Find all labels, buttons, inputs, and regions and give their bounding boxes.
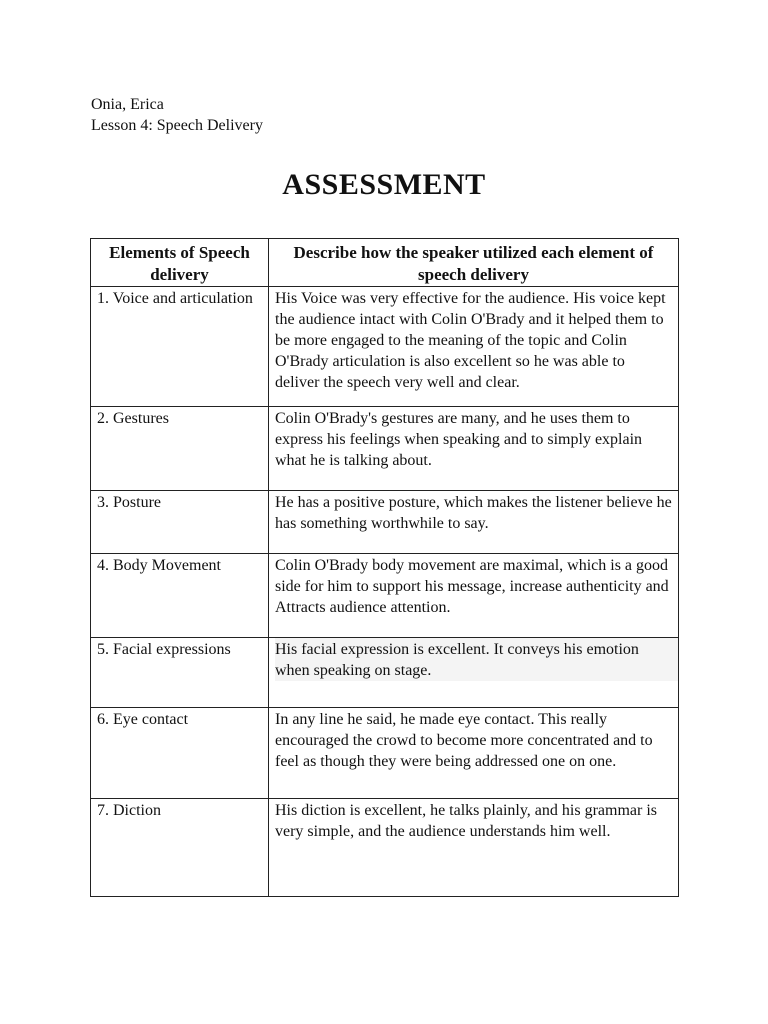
- element-cell: [91, 287, 269, 407]
- table-row: [91, 554, 679, 638]
- page-title: ASSESSMENT: [282, 168, 486, 201]
- table-header-row: [91, 239, 679, 287]
- table-row: [91, 799, 679, 897]
- element-description: He has a positive posture, which makes the listener believe he has something worthwhile to say.: [275, 494, 672, 532]
- description-cell: [269, 638, 679, 708]
- description-cell: [269, 407, 679, 491]
- element-label: 5. Facial expressions: [97, 641, 231, 658]
- element-cell: [91, 491, 269, 554]
- student-name: Onia, Erica: [91, 96, 164, 113]
- table-row: [91, 407, 679, 491]
- column-header-elements: Elements of Speech delivery: [91, 239, 269, 287]
- element-label: 6. Eye contact: [97, 711, 189, 728]
- element-cell: [91, 638, 269, 708]
- element-description: His Voice was very effective for the audience. His voice kept the audience intact with Colin O'Brady and it helped them to be more engaged to the meaning of the topic and Colin O'Brady articulation is also excellent so he was able to deliver the speech very well and clear.: [275, 290, 666, 391]
- element-description: Colin O'Brady's gestures are many, and he uses them to express his feelings when speaking and to simply explain what he is talking about.: [275, 410, 643, 469]
- element-label: 7. Diction: [97, 802, 161, 819]
- element-label: 3. Posture: [97, 494, 161, 511]
- element-cell: [91, 799, 269, 897]
- element-label: 4. Body Movement: [97, 557, 221, 574]
- element-label: 1. Voice and articulation: [97, 290, 253, 307]
- description-cell: [269, 491, 679, 554]
- table-row: [91, 708, 679, 799]
- assessment-table: [90, 238, 679, 897]
- column-header-description: Describe how the speaker utilized each element of speech delivery: [269, 239, 679, 287]
- description-cell: [269, 554, 679, 638]
- element-cell: [91, 708, 269, 799]
- element-cell: [91, 407, 269, 491]
- document-header: [91, 94, 263, 136]
- description-cell: [269, 708, 679, 799]
- table-row: [91, 491, 679, 554]
- description-cell: [269, 799, 679, 897]
- element-description: His facial expression is excellent. It conveys his emotion when speaking on stage.: [275, 638, 678, 681]
- table-row: [91, 287, 679, 407]
- element-label: 2. Gestures: [97, 410, 169, 427]
- table-row: [91, 638, 679, 708]
- element-cell: [91, 554, 269, 638]
- description-cell: [269, 287, 679, 407]
- element-description: Colin O'Brady body movement are maximal, which is a good side for him to support his message, increase authenticity and Attracts audience attention.: [275, 557, 669, 616]
- lesson-title: Lesson 4: Speech Delivery: [91, 117, 263, 134]
- element-description: His diction is excellent, he talks plainly, and his grammar is very simple, and the audience understands him well.: [275, 802, 657, 840]
- element-description: In any line he said, he made eye contact. This really encouraged the crowd to become more concentrated and to feel as though they were being addressed one on one.: [275, 711, 653, 770]
